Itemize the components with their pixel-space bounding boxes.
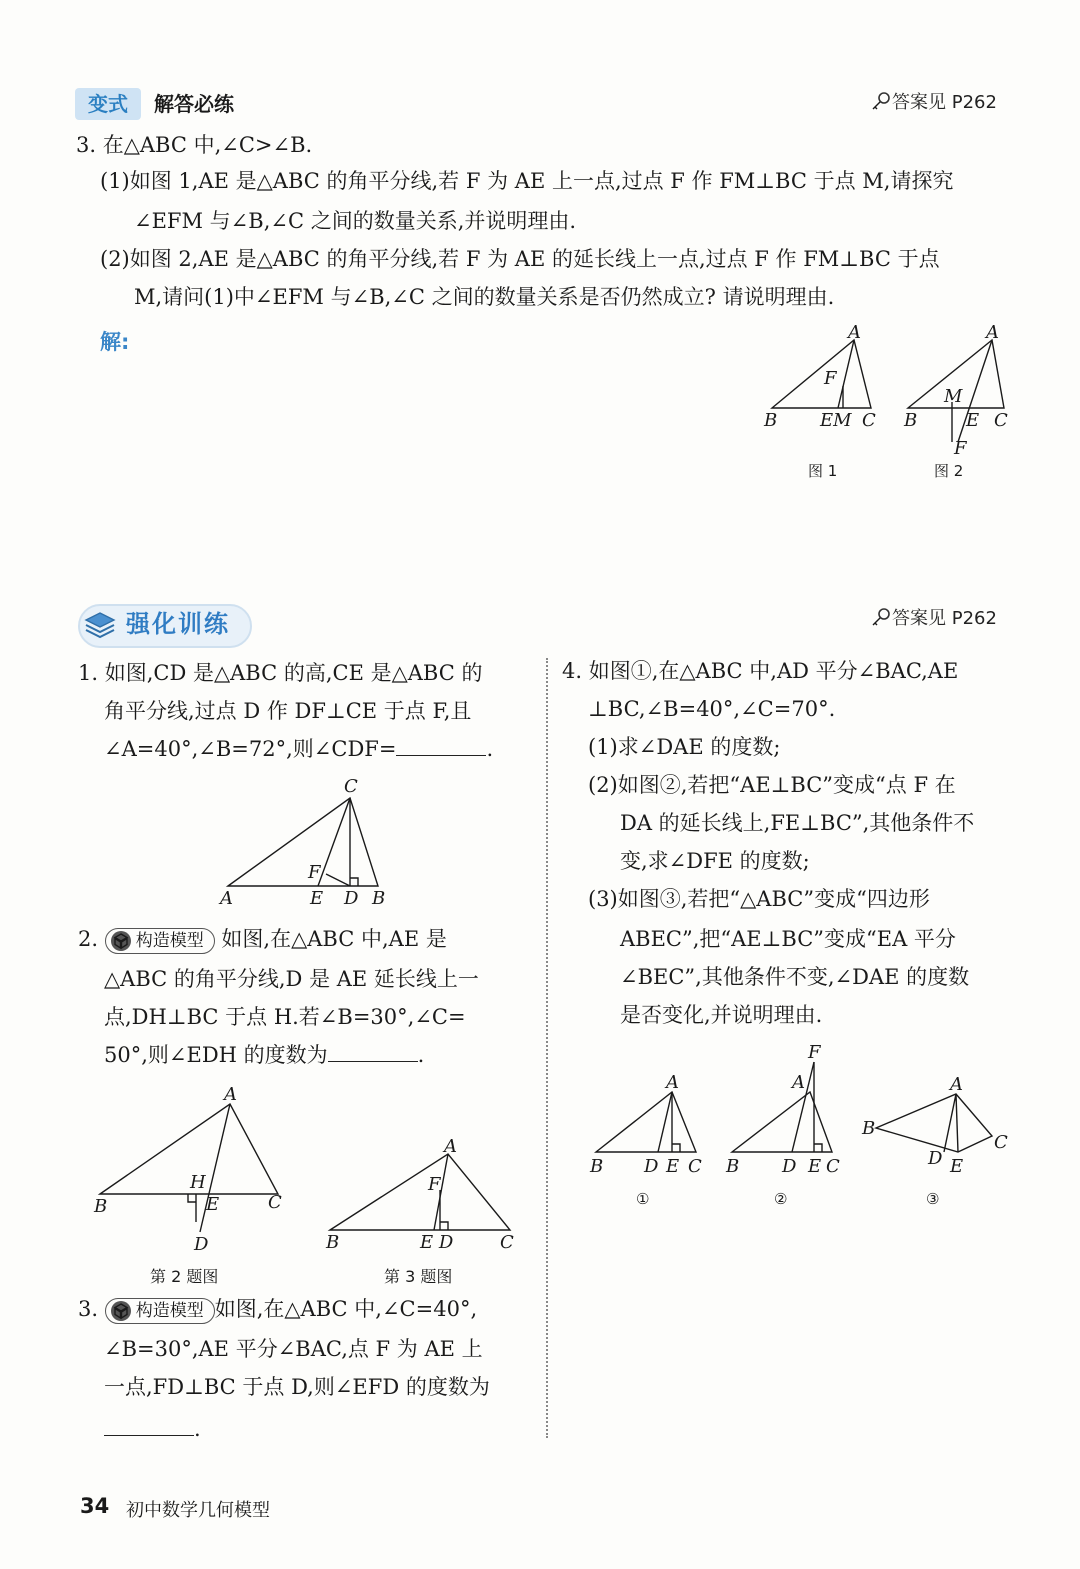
q4-figure-2: [725, 1042, 840, 1208]
q3-figure: [320, 1134, 526, 1258]
q1-perpendicular-df: [326, 874, 350, 886]
q3-figure-caption: 第 3 题图: [384, 1267, 453, 1286]
q1-line1: 1. 如图,CD 是△ABC 的高,CE 是△ABC 的: [78, 661, 483, 685]
q3-label-a: A: [444, 1136, 457, 1157]
q4f3-quadrilateral: [876, 1094, 992, 1152]
q4f2-right-angle: [814, 1144, 822, 1152]
q1-line3: ∠A=40°,∠B=72°,则∠CDF= .: [104, 730, 493, 768]
q3-triangle: [330, 1154, 510, 1230]
q2-line1-text: 如图,在△ABC 中,AE 是: [221, 927, 447, 951]
q4-line5: DA 的延长线上,FE⊥BC”,其他条件不: [620, 811, 975, 835]
answer-reference-2: [870, 606, 997, 631]
q4-line4: (2)如图②,若把“AE⊥BC”变成“点 F 在: [588, 773, 956, 797]
fig2-caption: 图 2: [934, 462, 964, 480]
q4f2-caption: ②: [774, 1190, 788, 1208]
q2-answer-blank[interactable]: [328, 1037, 418, 1062]
q2-label-h: H: [190, 1172, 206, 1193]
q4f3-label-e: E: [950, 1156, 964, 1177]
q4f1-label-b: B: [590, 1156, 604, 1177]
fig1-label-em: EM: [820, 410, 852, 431]
q1-right-angle: [350, 878, 358, 886]
q2-label-a: A: [224, 1084, 237, 1105]
q3-right-angle: [440, 1222, 448, 1230]
q3b-line3: 一点,FD⊥BC 于点 D,则∠EFD 的度数为: [104, 1375, 490, 1399]
q4-figure-1: [589, 1072, 702, 1208]
key-icon: [870, 90, 892, 112]
q2-figure-caption: 第 2 题图: [150, 1267, 219, 1286]
fig1-label-a: A: [848, 322, 861, 343]
q4f1-triangle: [596, 1092, 696, 1152]
fig2-label-f: F: [954, 438, 967, 459]
answer-reference-2-text: 答案见 P262: [892, 608, 997, 629]
q4f3-label-a: A: [950, 1074, 963, 1095]
q2-label-d: D: [194, 1234, 209, 1255]
column-divider: [546, 658, 548, 1438]
fig1-triangle: [772, 340, 871, 408]
q4f1-label-d: D: [644, 1156, 659, 1177]
q1-bisector-ce: [318, 798, 350, 886]
fig1-label-c: C: [862, 410, 876, 431]
q1-label-d: D: [344, 888, 359, 909]
fig2-label-b: B: [904, 410, 918, 431]
q3b-line4: .: [104, 1410, 201, 1448]
q3-label-c: C: [500, 1232, 514, 1253]
q4f2-label-e: E: [808, 1156, 822, 1177]
cube-icon: [110, 1300, 132, 1322]
q4-line10: 是否变化,并说明理由.: [620, 1003, 823, 1027]
answer-reference: [870, 90, 997, 115]
q2-triangle: [100, 1104, 278, 1194]
q4f3-caption: ③: [926, 1190, 940, 1208]
q2-label-e: E: [206, 1194, 220, 1215]
q2-line2: △ABC 的角平分线,D 是 AE 延长线上一: [104, 967, 479, 991]
construct-model-label-2: 构造模型: [135, 1301, 204, 1321]
q4f3-label-b: B: [862, 1118, 876, 1139]
q4f2-label-a: A: [792, 1072, 805, 1093]
fig2-label-c: C: [994, 410, 1008, 431]
q1-line2: 角平分线,过点 D 作 DF⊥CE 于点 F,且: [104, 699, 472, 723]
q4f3-label-c: C: [994, 1132, 1008, 1153]
section2-title: 强化训练: [126, 610, 230, 638]
q4f1-right-angle: [672, 1144, 680, 1152]
q1-label-f: F: [308, 862, 321, 883]
section-tag: 变式: [75, 88, 141, 120]
question-3-part2-line1: (2)如图 2,AE 是△ABC 的角平分线,若 F 为 AE 的延长线上一点,过点 F 作 FM⊥BC 于点: [100, 247, 940, 271]
q4-figure-3: [861, 1074, 1008, 1208]
q2-line1: [78, 920, 447, 958]
q4-line8: ABEC”,把“AE⊥BC”变成“EA 平分: [620, 927, 956, 951]
page-number: 34: [80, 1494, 110, 1518]
q3b-number: 3.: [78, 1297, 99, 1321]
q3b-answer-blank[interactable]: [104, 1411, 194, 1436]
q4-line7: (3)如图③,若把“△ABC”变成“四边形: [588, 887, 930, 911]
fig1-bisector-ae: [838, 340, 854, 408]
fig1-caption: 图 1: [808, 462, 838, 480]
construct-model-badge-2: [105, 1298, 215, 1324]
q3-label-b: B: [326, 1232, 340, 1253]
q4-figures: [584, 1040, 1020, 1216]
q4f1-label-e: E: [666, 1156, 680, 1177]
q2-line4: 50°,则∠EDH 的度数为 .: [104, 1036, 424, 1074]
question-3-part1-line2: ∠EFM 与∠B,∠C 之间的数量关系,并说明理由.: [134, 209, 577, 233]
q4f3-label-d: D: [928, 1148, 943, 1169]
q3-label-ed: E D: [420, 1232, 454, 1253]
fig1-label-b: B: [764, 410, 778, 431]
q4f2-label-b: B: [726, 1156, 740, 1177]
q4-line9: ∠BEC”,其他条件不变,∠DAE 的度数: [620, 965, 970, 989]
question-3-part1-line1: (1)如图 1,AE 是△ABC 的角平分线,若 F 为 AE 上一点,过点 F 作 FM⊥BC 于点 M,请探究: [100, 169, 954, 193]
q1-figure: [216, 774, 396, 910]
q3b-line1: [78, 1290, 477, 1328]
q2-number: 2.: [78, 927, 99, 951]
figure-1: [763, 322, 876, 480]
q2-label-b: B: [94, 1196, 108, 1217]
q4-line6: 变,求∠DFE 的度数;: [620, 849, 810, 873]
cube-icon: [110, 930, 132, 952]
q1-label-a: A: [220, 888, 233, 909]
fig2-label-a: A: [986, 322, 999, 343]
q1-line3-text: ∠A=40°,∠B=72°,则∠CDF=: [104, 737, 397, 761]
fig1-label-f: F: [824, 368, 837, 389]
q4f2-label-d: D: [782, 1156, 797, 1177]
key-icon: [870, 606, 892, 628]
q4f2-triangle: [732, 1092, 832, 1152]
q4f1-label-a: A: [666, 1072, 679, 1093]
question-3-stem: 3. 在△ABC 中,∠C>∠B.: [76, 133, 313, 157]
fig2-label-e: E: [966, 410, 980, 431]
q1-label-b: B: [372, 888, 386, 909]
q4f1-label-c: C: [688, 1156, 702, 1177]
q1-answer-blank[interactable]: [396, 731, 486, 756]
q3-label-f: F: [428, 1174, 441, 1195]
q2-right-angle: [188, 1194, 196, 1202]
q2-line3: 点,DH⊥BC 于点 H.若∠B=30°,∠C=: [104, 1005, 466, 1029]
figure-2: [903, 322, 1008, 480]
q4-line3: (1)求∠DAE 的度数;: [588, 735, 781, 759]
book-title: 初中数学几何模型: [126, 1500, 270, 1521]
question-3-part2-line2: M,请问(1)中∠EFM 与∠B,∠C 之间的数量关系是否仍然成立? 请说明理由.: [134, 285, 835, 309]
q2-figure: [90, 1082, 290, 1258]
solution-label: 解:: [100, 330, 130, 354]
q1-label-c: C: [344, 776, 358, 797]
section-title: 解答必练: [154, 92, 234, 116]
q3b-line1-text: 如图,在△ABC 中,∠C=40°,: [214, 1297, 478, 1321]
q4-line2: ⊥BC,∠B=40°,∠C=70°.: [588, 697, 836, 721]
q4f2-label-c: C: [826, 1156, 840, 1177]
q4f3-line-ad: [944, 1094, 956, 1152]
q3b-line2: ∠B=30°,AE 平分∠BAC,点 F 为 AE 上: [104, 1337, 483, 1361]
q2-label-c: C: [268, 1192, 282, 1213]
q1-triangle: [228, 798, 378, 886]
q4f3-line-ae: [956, 1094, 958, 1152]
q4-line1: 4. 如图①,在△ABC 中,AD 平分∠BAC,AE: [562, 659, 959, 683]
layers-icon: [84, 610, 116, 640]
construct-model-badge: [105, 928, 215, 954]
figures-1-2: [756, 318, 1016, 488]
construct-model-label: 构造模型: [135, 931, 204, 951]
q4f1-caption: ①: [636, 1190, 650, 1208]
fig2-label-m: M: [944, 386, 963, 407]
q1-label-e: E: [310, 888, 324, 909]
answer-reference-text: 答案见 P262: [892, 92, 997, 113]
q2-line4-text: 50°,则∠EDH 的度数为: [104, 1043, 328, 1067]
q4f2-label-f: F: [808, 1042, 821, 1063]
